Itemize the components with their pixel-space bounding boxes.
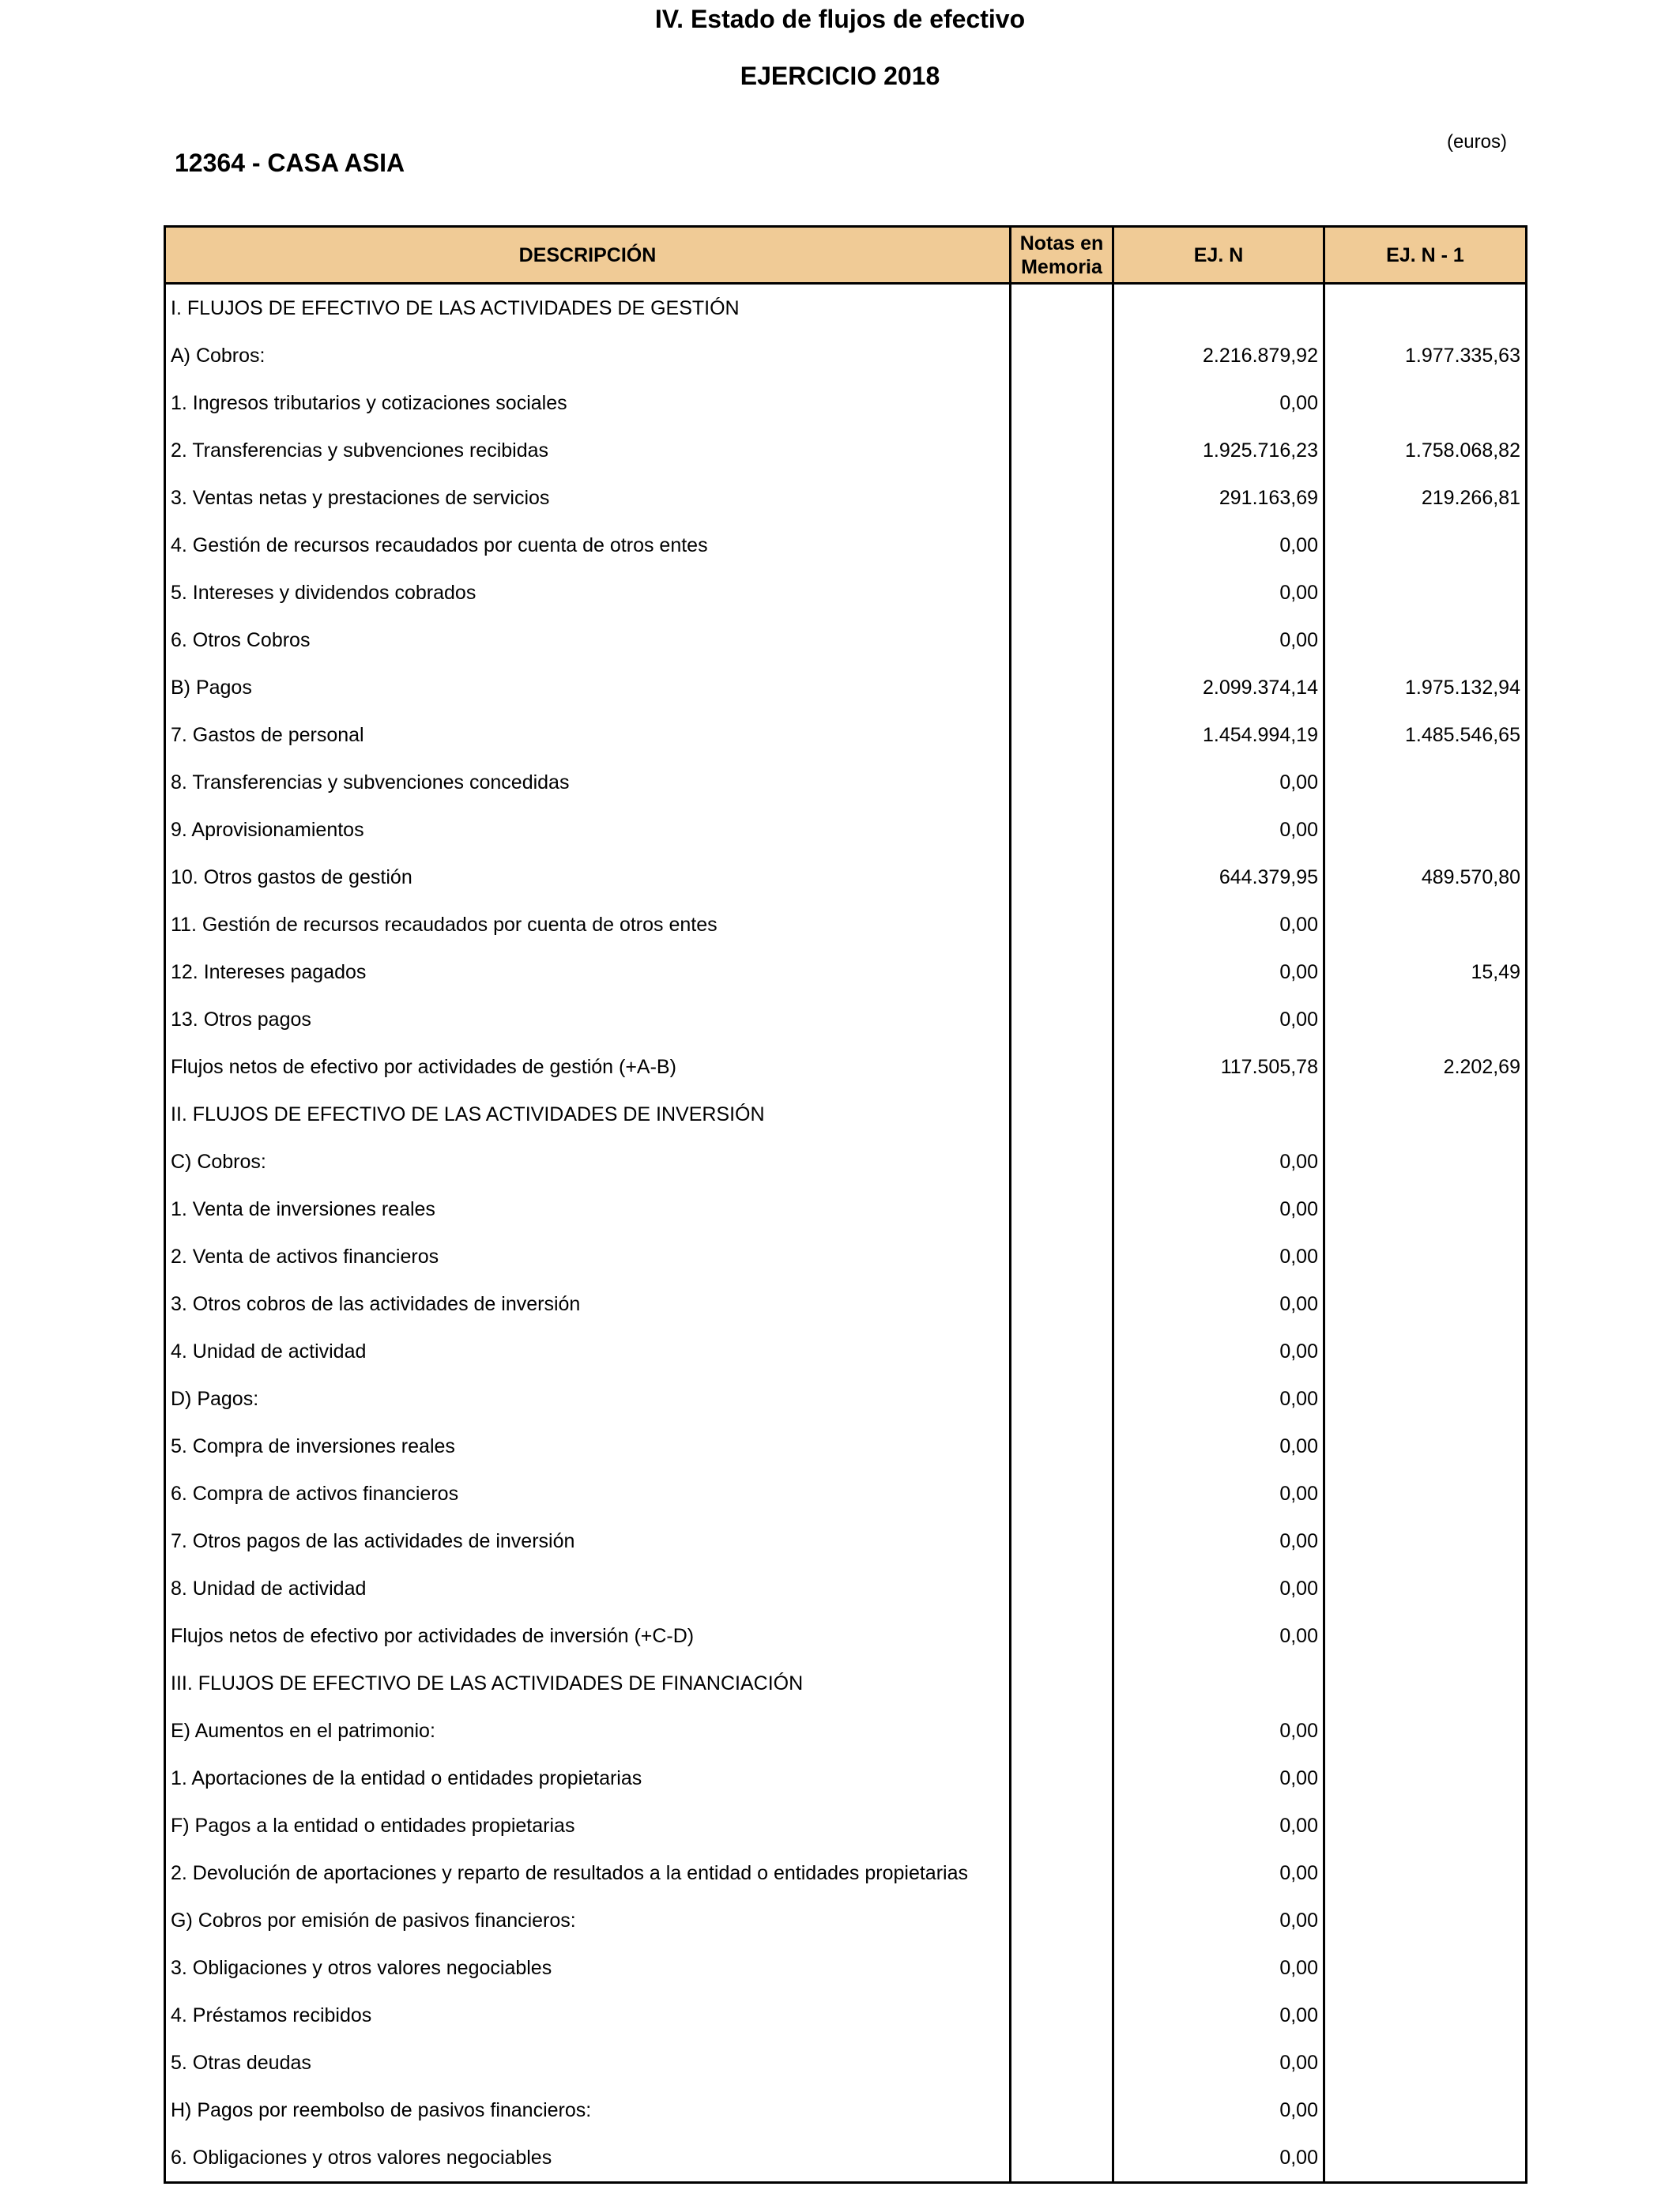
- row-value-current: 644.379,95: [1113, 854, 1324, 901]
- row-value-current: 0,00: [1113, 1707, 1324, 1755]
- fiscal-year-title: EJERCICIO 2018: [740, 62, 940, 90]
- row-value-previous: [1324, 379, 1527, 427]
- row-value-previous: [1324, 2039, 1527, 2087]
- row-notes: [1011, 1138, 1113, 1186]
- row-value-current: 0,00: [1113, 1849, 1324, 1897]
- table-row: [165, 2087, 1527, 2134]
- row-value-current: 0,00: [1113, 1897, 1324, 1944]
- row-notes: [1011, 1280, 1113, 1328]
- row-value-previous: [1324, 1802, 1527, 1849]
- row-value-previous: [1324, 1375, 1527, 1423]
- table-row: [165, 616, 1527, 664]
- row-value-current: 0,00: [1113, 1470, 1324, 1517]
- row-value-current: 0,00: [1113, 1138, 1324, 1186]
- row-notes: [1011, 806, 1113, 854]
- row-description: 3. Ventas netas y prestaciones de servicios: [165, 474, 1011, 522]
- row-value-previous: [1324, 1612, 1527, 1660]
- table-row: [165, 522, 1527, 569]
- table-row: [165, 1707, 1527, 1755]
- row-value-previous: [1324, 996, 1527, 1043]
- table-row: [165, 1897, 1527, 1944]
- row-notes: [1011, 1091, 1113, 1138]
- table-row: [165, 1280, 1527, 1328]
- row-value-previous: 2.202,69: [1324, 1043, 1527, 1091]
- row-description: 6. Otros Cobros: [165, 616, 1011, 664]
- table-row: [165, 1470, 1527, 1517]
- row-notes: [1011, 1944, 1113, 1992]
- table-row: [165, 1375, 1527, 1423]
- row-value-current: [1113, 1660, 1324, 1707]
- row-value-current: 0,00: [1113, 901, 1324, 948]
- row-value-current: 0,00: [1113, 2087, 1324, 2134]
- row-notes: [1011, 427, 1113, 474]
- row-notes: [1011, 1992, 1113, 2039]
- row-notes: [1011, 996, 1113, 1043]
- row-value-current: 0,00: [1113, 1755, 1324, 1802]
- row-notes: [1011, 474, 1113, 522]
- row-description: 5. Intereses y dividendos cobrados: [165, 569, 1011, 616]
- row-value-current: 0,00: [1113, 1802, 1324, 1849]
- row-value-current: 0,00: [1113, 996, 1324, 1043]
- row-value-current: 0,00: [1113, 1612, 1324, 1660]
- row-value-current: 0,00: [1113, 1992, 1324, 2039]
- row-description: 10. Otros gastos de gestión: [165, 854, 1011, 901]
- row-notes: [1011, 1470, 1113, 1517]
- row-description: D) Pagos:: [165, 1375, 1011, 1423]
- table-row: [165, 1517, 1527, 1565]
- column-header-notes-line1: Notas en: [1019, 232, 1104, 254]
- row-value-current: 0,00: [1113, 1944, 1324, 1992]
- row-description: 1. Venta de inversiones reales: [165, 1186, 1011, 1233]
- row-value-current: [1113, 1091, 1324, 1138]
- table-row: [165, 2039, 1527, 2087]
- table-row: [165, 1944, 1527, 1992]
- row-description: 2. Transferencias y subvenciones recibidas: [165, 427, 1011, 474]
- table-row: [165, 664, 1527, 711]
- table-row: [165, 1423, 1527, 1470]
- row-value-previous: [1324, 1470, 1527, 1517]
- row-value-current: 0,00: [1113, 379, 1324, 427]
- table-row: [165, 1138, 1527, 1186]
- row-description: Flujos netos de efectivo por actividades de gestión (+A-B): [165, 1043, 1011, 1091]
- row-value-current: 2.216.879,92: [1113, 332, 1324, 379]
- row-description: 13. Otros pagos: [165, 996, 1011, 1043]
- row-value-previous: [1324, 901, 1527, 948]
- row-notes: [1011, 1565, 1113, 1612]
- row-value-current: 0,00: [1113, 1186, 1324, 1233]
- row-notes: [1011, 1755, 1113, 1802]
- table-row: [165, 1186, 1527, 1233]
- row-description: 5. Otras deudas: [165, 2039, 1011, 2087]
- row-description: 3. Otros cobros de las actividades de inversión: [165, 1280, 1011, 1328]
- row-value-previous: 1.977.335,63: [1324, 332, 1527, 379]
- row-value-previous: [1324, 1849, 1527, 1897]
- row-notes: [1011, 1897, 1113, 1944]
- table-row: [165, 1328, 1527, 1375]
- row-value-current: 0,00: [1113, 1280, 1324, 1328]
- row-notes: [1011, 522, 1113, 569]
- row-value-current: 0,00: [1113, 1423, 1324, 1470]
- row-value-previous: [1324, 1280, 1527, 1328]
- table-body: [165, 284, 1527, 2183]
- row-notes: [1011, 616, 1113, 664]
- row-value-previous: [1324, 1755, 1527, 1802]
- row-value-previous: 489.570,80: [1324, 854, 1527, 901]
- row-description: 8. Transferencias y subvenciones concedidas: [165, 759, 1011, 806]
- row-value-current: 0,00: [1113, 522, 1324, 569]
- table-row: [165, 759, 1527, 806]
- row-notes: [1011, 1802, 1113, 1849]
- table-row: [165, 1091, 1527, 1138]
- row-value-current: 117.505,78: [1113, 1043, 1324, 1091]
- row-value-previous: 15,49: [1324, 948, 1527, 996]
- row-notes: [1011, 379, 1113, 427]
- row-value-current: 0,00: [1113, 759, 1324, 806]
- table-row: [165, 996, 1527, 1043]
- row-notes: [1011, 664, 1113, 711]
- row-value-current: 0,00: [1113, 1517, 1324, 1565]
- row-notes: [1011, 1707, 1113, 1755]
- row-value-previous: [1324, 522, 1527, 569]
- row-description: E) Aumentos en el patrimonio:: [165, 1707, 1011, 1755]
- row-value-previous: [1324, 1565, 1527, 1612]
- row-notes: [1011, 901, 1113, 948]
- row-notes: [1011, 854, 1113, 901]
- row-notes: [1011, 2134, 1113, 2183]
- row-notes: [1011, 1328, 1113, 1375]
- table-row: [165, 1612, 1527, 1660]
- cash-flow-table: [164, 225, 1527, 2184]
- row-notes: [1011, 2039, 1113, 2087]
- column-header-notes-line2: Memoria: [1021, 255, 1102, 278]
- row-description: 6. Compra de activos financieros: [165, 1470, 1011, 1517]
- row-value-previous: [1324, 1328, 1527, 1375]
- table-row: [165, 569, 1527, 616]
- row-value-previous: [1324, 1944, 1527, 1992]
- row-notes: [1011, 284, 1113, 333]
- row-value-previous: [1324, 1091, 1527, 1138]
- row-description: I. FLUJOS DE EFECTIVO DE LAS ACTIVIDADES DE GESTIÓN: [165, 284, 1011, 333]
- row-description: 4. Gestión de recursos recaudados por cuenta de otros entes: [165, 522, 1011, 569]
- row-value-current: 0,00: [1113, 948, 1324, 996]
- row-notes: [1011, 1186, 1113, 1233]
- row-notes: [1011, 759, 1113, 806]
- row-notes: [1011, 569, 1113, 616]
- row-value-current: 0,00: [1113, 1375, 1324, 1423]
- row-notes: [1011, 1660, 1113, 1707]
- row-value-previous: 1.975.132,94: [1324, 664, 1527, 711]
- row-description: B) Pagos: [165, 664, 1011, 711]
- row-value-previous: [1324, 284, 1527, 333]
- row-value-current: 0,00: [1113, 616, 1324, 664]
- row-value-current: 1.925.716,23: [1113, 427, 1324, 474]
- table-row: [165, 854, 1527, 901]
- row-description: 1. Aportaciones de la entidad o entidades propietarias: [165, 1755, 1011, 1802]
- row-value-previous: 1.758.068,82: [1324, 427, 1527, 474]
- row-description: C) Cobros:: [165, 1138, 1011, 1186]
- row-description: 7. Otros pagos de las actividades de inversión: [165, 1517, 1011, 1565]
- row-value-previous: [1324, 1517, 1527, 1565]
- table-row: [165, 1755, 1527, 1802]
- row-description: 4. Préstamos recibidos: [165, 1992, 1011, 2039]
- row-value-previous: [1324, 616, 1527, 664]
- row-value-current: 0,00: [1113, 1565, 1324, 1612]
- table-row: [165, 1660, 1527, 1707]
- row-value-previous: 219.266,81: [1324, 474, 1527, 522]
- row-description: Flujos netos de efectivo por actividades de inversión (+C-D): [165, 1612, 1011, 1660]
- row-value-previous: [1324, 1707, 1527, 1755]
- table-row: [165, 1992, 1527, 2039]
- table-row: [165, 332, 1527, 379]
- row-notes: [1011, 1612, 1113, 1660]
- row-value-previous: [1324, 1992, 1527, 2039]
- row-value-previous: [1324, 569, 1527, 616]
- row-description: H) Pagos por reembolso de pasivos financieros:: [165, 2087, 1011, 2134]
- row-value-previous: [1324, 806, 1527, 854]
- currency-unit-label: (euros): [1446, 131, 1507, 153]
- row-description: III. FLUJOS DE EFECTIVO DE LAS ACTIVIDADES DE FINANCIACIÓN: [165, 1660, 1011, 1707]
- row-value-previous: [1324, 2087, 1527, 2134]
- row-value-current: 0,00: [1113, 2039, 1324, 2087]
- row-notes: [1011, 948, 1113, 996]
- row-value-previous: [1324, 1660, 1527, 1707]
- column-header-description: DESCRIPCIÓN: [165, 227, 1011, 284]
- table-row: [165, 901, 1527, 948]
- row-description: 6. Obligaciones y otros valores negociables: [165, 2134, 1011, 2183]
- row-description: 2. Venta de activos financieros: [165, 1233, 1011, 1280]
- row-value-current: 0,00: [1113, 806, 1324, 854]
- row-value-current: 0,00: [1113, 1328, 1324, 1375]
- table-row: [165, 379, 1527, 427]
- row-value-previous: [1324, 1423, 1527, 1470]
- row-value-previous: 1.485.546,65: [1324, 711, 1527, 759]
- row-description: 11. Gestión de recursos recaudados por cuenta de otros entes: [165, 901, 1011, 948]
- table-row: [165, 711, 1527, 759]
- table-row: [165, 284, 1527, 333]
- row-value-previous: [1324, 759, 1527, 806]
- row-value-previous: [1324, 1897, 1527, 1944]
- row-description: 9. Aprovisionamientos: [165, 806, 1011, 854]
- row-notes: [1011, 711, 1113, 759]
- table-row: [165, 474, 1527, 522]
- row-description: II. FLUJOS DE EFECTIVO DE LAS ACTIVIDADES DE INVERSIÓN: [165, 1091, 1011, 1138]
- table-row: [165, 1233, 1527, 1280]
- column-header-previous-year: EJ. N - 1: [1324, 227, 1527, 284]
- table-row: [165, 1043, 1527, 1091]
- row-description: 1. Ingresos tributarios y cotizaciones sociales: [165, 379, 1011, 427]
- table-row: [165, 948, 1527, 996]
- row-value-current: 2.099.374,14: [1113, 664, 1324, 711]
- row-value-current: 0,00: [1113, 1233, 1324, 1280]
- row-value-current: [1113, 284, 1324, 333]
- row-notes: [1011, 1849, 1113, 1897]
- table-row: [165, 2134, 1527, 2183]
- row-value-current: 0,00: [1113, 569, 1324, 616]
- row-notes: [1011, 2087, 1113, 2134]
- row-description: 12. Intereses pagados: [165, 948, 1011, 996]
- row-description: 7. Gastos de personal: [165, 711, 1011, 759]
- row-notes: [1011, 1043, 1113, 1091]
- table-header-row: [165, 227, 1527, 284]
- row-notes: [1011, 1233, 1113, 1280]
- row-value-previous: [1324, 1233, 1527, 1280]
- row-description: A) Cobros:: [165, 332, 1011, 379]
- row-value-current: 291.163,69: [1113, 474, 1324, 522]
- row-description: 4. Unidad de actividad: [165, 1328, 1011, 1375]
- row-value-previous: [1324, 1186, 1527, 1233]
- row-description: G) Cobros por emisión de pasivos financieros:: [165, 1897, 1011, 1944]
- row-description: 5. Compra de inversiones reales: [165, 1423, 1011, 1470]
- row-notes: [1011, 1423, 1113, 1470]
- row-description: 2. Devolución de aportaciones y reparto de resultados a la entidad o entidades propietarias: [165, 1849, 1011, 1897]
- table-row: [165, 1802, 1527, 1849]
- row-value-previous: [1324, 2134, 1527, 2183]
- table-row: [165, 1565, 1527, 1612]
- row-value-previous: [1324, 1138, 1527, 1186]
- row-notes: [1011, 1375, 1113, 1423]
- table-row: [165, 1849, 1527, 1897]
- row-description: 8. Unidad de actividad: [165, 1565, 1011, 1612]
- row-notes: [1011, 332, 1113, 379]
- entity-name: 12364 - CASA ASIA: [175, 149, 405, 177]
- document-title: IV. Estado de flujos de efectivo: [654, 5, 1026, 33]
- table-row: [165, 427, 1527, 474]
- row-value-current: 1.454.994,19: [1113, 711, 1324, 759]
- row-notes: [1011, 1517, 1113, 1565]
- row-value-current: 0,00: [1113, 2134, 1324, 2183]
- column-header-current-year: EJ. N: [1113, 227, 1324, 284]
- table-row: [165, 806, 1527, 854]
- row-description: 3. Obligaciones y otros valores negociables: [165, 1944, 1011, 1992]
- row-description: F) Pagos a la entidad o entidades propietarias: [165, 1802, 1011, 1849]
- column-header-notes: [1011, 227, 1113, 284]
